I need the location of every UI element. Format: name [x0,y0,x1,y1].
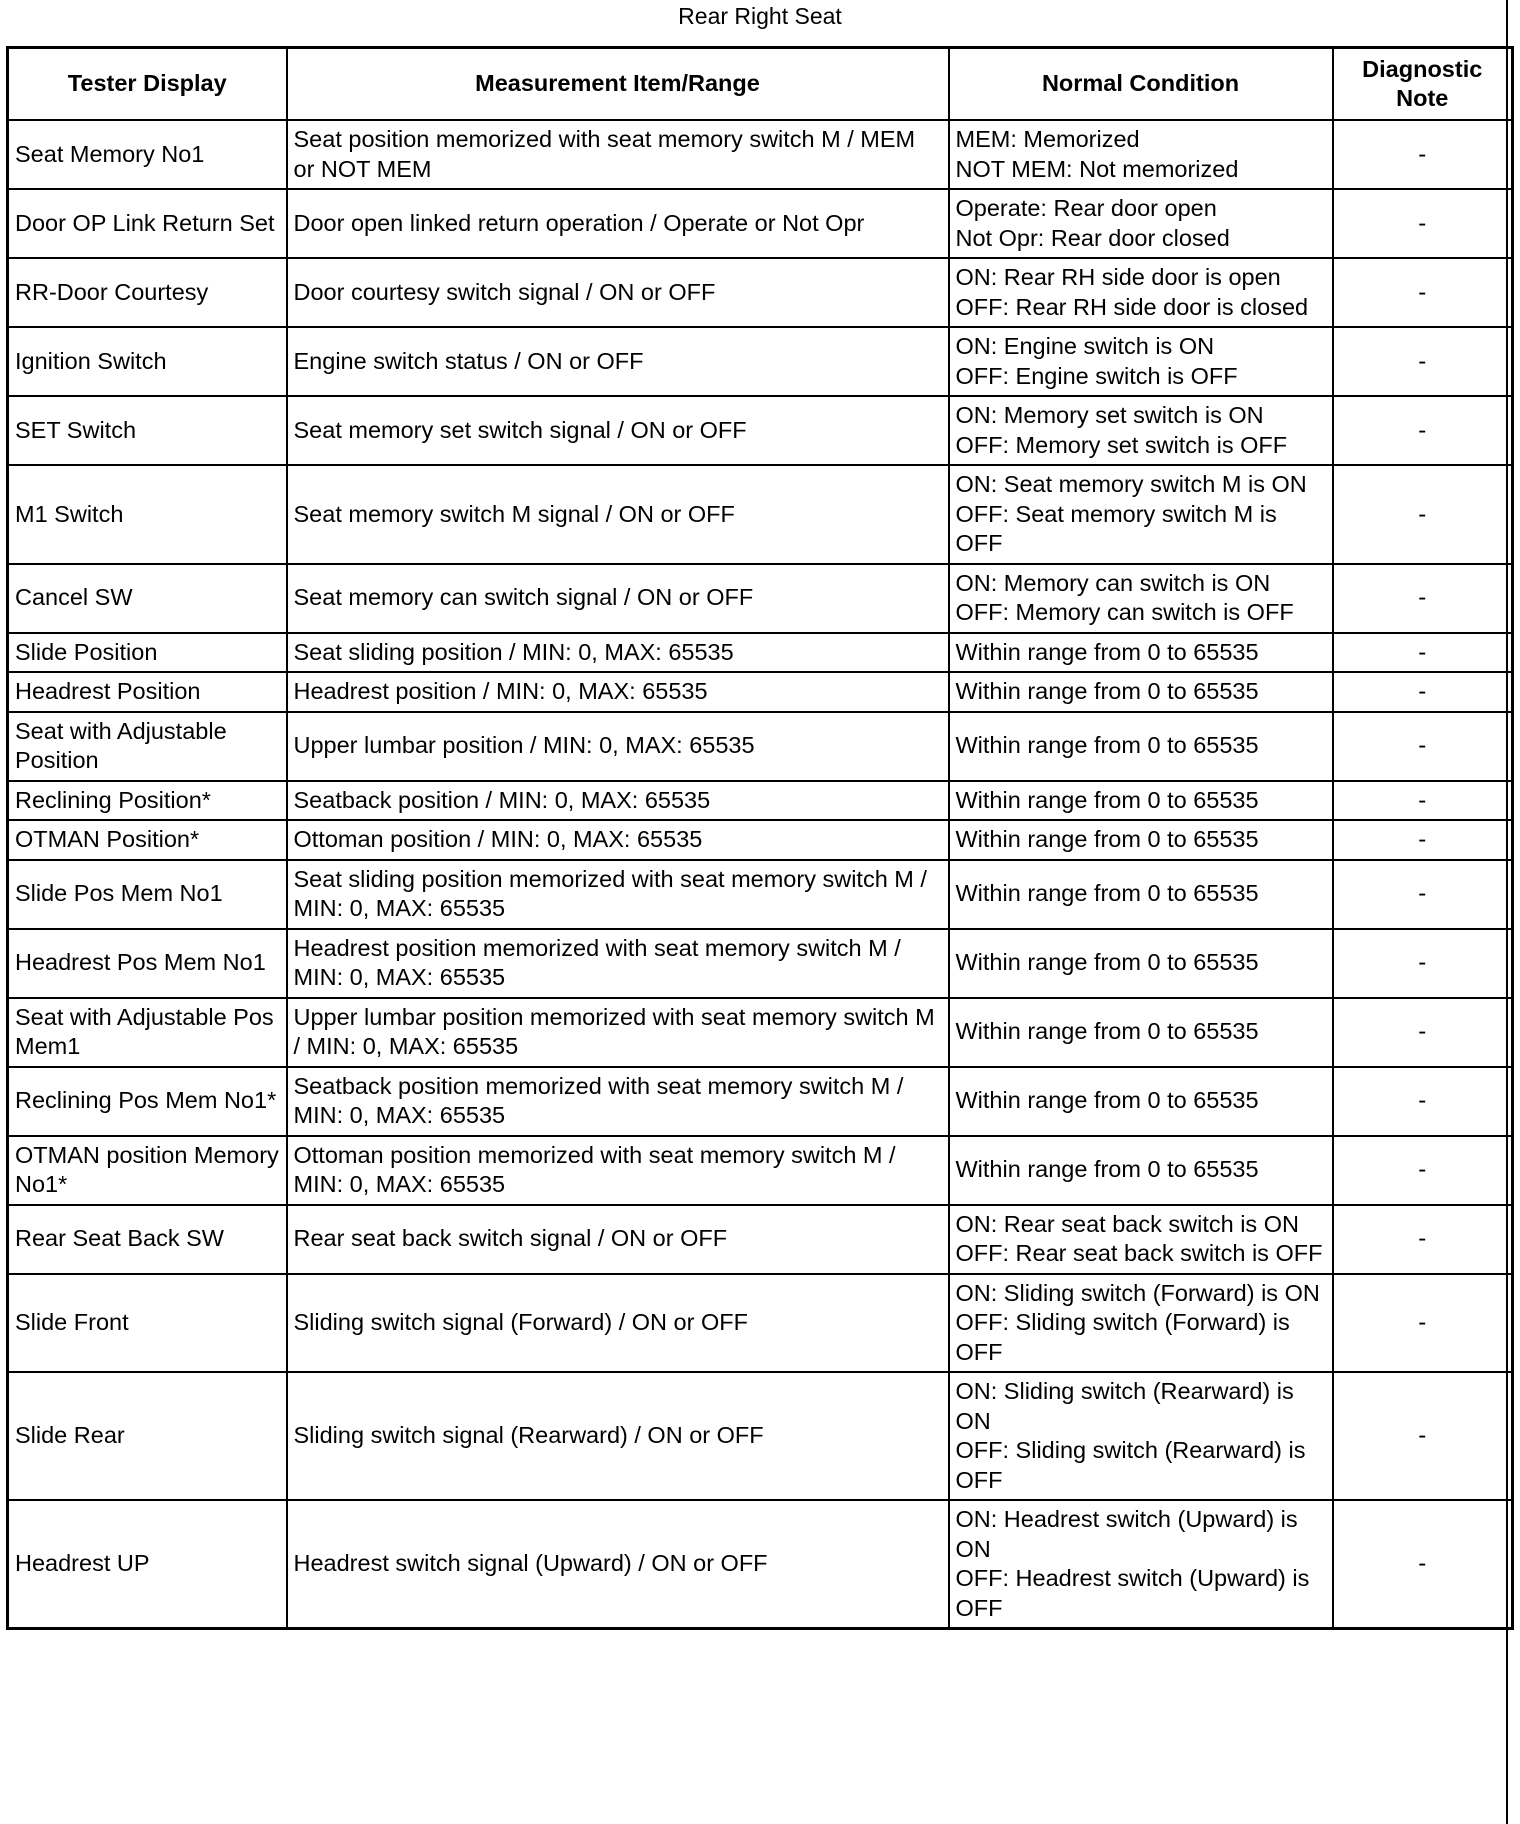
diagnostic-note-cell: - [1333,820,1513,860]
measurement-cell: Upper lumbar position memorized with seat memory switch M / MIN: 0, MAX: 65535 [287,998,949,1067]
measurement-cell: Seat sliding position memorized with seat memory switch M / MIN: 0, MAX: 65535 [287,860,949,929]
condition-line: ON: Seat memory switch M is ON [955,471,1307,497]
table-row [8,1274,1513,1373]
diagnostic-note-cell: - [1333,929,1513,998]
normal-condition-cell [949,258,1333,327]
condition-line: Within range from 0 to 65535 [955,1156,1259,1183]
tester-display-cell: Slide Pos Mem No1 [8,860,287,929]
condition-line: OFF: Rear RH side door is closed [955,293,1309,320]
tester-display-cell: RR-Door Courtesy [8,258,287,327]
condition-line: OFF: Sliding switch (Forward) is OFF [955,1309,1290,1365]
condition-line: Within range from 0 to 65535 [955,638,1259,665]
condition-line: OFF: Memory set switch is OFF [955,431,1288,458]
tester-display-cell: Headrest Pos Mem No1 [8,929,287,998]
normal-condition-cell [949,998,1333,1067]
condition-line: Within range from 0 to 65535 [955,786,1259,813]
table-row [8,189,1513,258]
measurement-cell: Seat position memorized with seat memory switch M / MEM or NOT MEM [287,120,949,189]
measurement-cell: Rear seat back switch signal / ON or OFF [287,1205,949,1274]
table-row [8,1067,1513,1136]
tester-display-cell: Slide Rear [8,1372,287,1500]
diagnostic-note-cell: - [1333,712,1513,781]
diagnostic-note-cell: - [1333,672,1513,712]
condition-line: Within range from 0 to 65535 [955,678,1259,704]
header-normal-condition: Normal Condition [949,48,1333,121]
tester-display-cell: Slide Position [8,633,287,673]
diagnostic-note-cell: - [1333,564,1513,633]
condition-line: ON: Memory can switch is ON [955,569,1271,596]
diagnostic-note-cell: - [1333,396,1513,465]
header-measurement-item: Measurement Item/Range [287,48,949,121]
condition-line: ON: Sliding switch (Rearward) is ON [955,1378,1294,1434]
condition-line: OFF: Sliding switch (Rearward) is OFF [955,1437,1306,1493]
normal-condition-cell [949,860,1333,929]
normal-condition-cell [949,120,1333,189]
normal-condition-cell [949,1274,1333,1373]
tester-display-cell: SET Switch [8,396,287,465]
diagnostic-note-cell: - [1333,1205,1513,1274]
diagnostic-note-cell: - [1333,327,1513,396]
measurement-cell: Seatback position / MIN: 0, MAX: 65535 [287,781,949,821]
tester-display-cell: Ignition Switch [8,327,287,396]
condition-line: OFF: Memory can switch is OFF [955,599,1294,625]
measurement-cell: Seat sliding position / MIN: 0, MAX: 65535 [287,633,949,673]
header-tester-display: Tester Display [8,48,287,121]
condition-line: Operate: Rear door open [955,195,1217,221]
table-row [8,120,1513,189]
diagnostic-note-cell: - [1333,781,1513,821]
tester-display-cell: Reclining Position* [8,781,287,821]
table-row [8,1372,1513,1500]
measurement-cell: Door open linked return operation / Operate or Not Opr [287,189,949,258]
diagnostic-note-cell: - [1333,465,1513,564]
table-body [8,120,1513,1629]
tester-display-cell: Headrest Position [8,672,287,712]
diagnostic-note-cell: - [1333,1372,1513,1500]
diagnostic-note-cell: - [1333,1274,1513,1373]
table-row [8,712,1513,781]
normal-condition-cell [949,1372,1333,1500]
measurement-cell: Seatback position memorized with seat memory switch M / MIN: 0, MAX: 65535 [287,1067,949,1136]
condition-line: OFF: Engine switch is OFF [955,362,1238,389]
normal-condition-cell [949,672,1333,712]
condition-line: OFF: Rear seat back switch is OFF [955,1240,1323,1266]
tester-display-cell: Seat with Adjustable Pos Mem1 [8,998,287,1067]
measurement-cell: Ottoman position / MIN: 0, MAX: 65535 [287,820,949,860]
condition-line: ON: Headrest switch (Upward) is ON [955,1506,1298,1562]
table-row [8,564,1513,633]
measurement-cell: Sliding switch signal (Rearward) / ON or OFF [287,1372,949,1500]
table-row [8,1136,1513,1205]
condition-line: ON: Memory set switch is ON [955,402,1264,428]
normal-condition-cell [949,1500,1333,1629]
tester-display-cell: Seat with Adjustable Position [8,712,287,781]
tester-display-cell: Slide Front [8,1274,287,1373]
condition-line: ON: Engine switch is ON [955,333,1215,359]
condition-line: OFF: Seat memory switch M is OFF [955,500,1277,556]
condition-line: Within range from 0 to 65535 [955,732,1259,759]
diagnostic-note-cell: - [1333,1136,1513,1205]
table-row [8,1500,1513,1629]
diagnostic-note-cell: - [1333,998,1513,1067]
normal-condition-cell [949,564,1333,633]
diagnostic-note-cell: - [1333,189,1513,258]
condition-line: ON: Rear seat back switch is ON [955,1210,1299,1237]
normal-condition-cell [949,189,1333,258]
measurement-cell: Seat memory can switch signal / ON or OFF [287,564,949,633]
condition-line: ON: Rear RH side door is open [955,264,1281,290]
normal-condition-cell [949,1136,1333,1205]
table-row [8,672,1513,712]
condition-line: Not Opr: Rear door closed [955,224,1230,251]
normal-condition-cell [949,781,1333,821]
condition-line: MEM: Memorized [955,126,1140,152]
tester-display-cell: Rear Seat Back SW [8,1205,287,1274]
condition-line: Within range from 0 to 65535 [955,826,1259,852]
tester-display-cell: Headrest UP [8,1500,287,1629]
normal-condition-cell [949,465,1333,564]
measurement-cell: Headrest position memorized with seat memory switch M / MIN: 0, MAX: 65535 [287,929,949,998]
tester-display-cell: Door OP Link Return Set [8,189,287,258]
diagnostic-note-cell: - [1333,860,1513,929]
condition-line: Within range from 0 to 65535 [955,880,1259,907]
tester-display-cell: Seat Memory No1 [8,120,287,189]
measurement-cell: Headrest position / MIN: 0, MAX: 65535 [287,672,949,712]
diagnostic-table [6,46,1514,1630]
tester-display-cell: OTMAN Position* [8,820,287,860]
condition-line: Within range from 0 to 65535 [955,1087,1259,1114]
table-row [8,820,1513,860]
page-title: Rear Right Seat [678,3,842,29]
table-row [8,998,1513,1067]
table-row [8,465,1513,564]
condition-line: Within range from 0 to 65535 [955,949,1259,976]
header-diagnostic-note: Diagnostic Note [1333,48,1513,121]
diagnostic-note-cell: - [1333,1500,1513,1629]
tester-display-cell: Cancel SW [8,564,287,633]
measurement-cell: Door courtesy switch signal / ON or OFF [287,258,949,327]
normal-condition-cell [949,929,1333,998]
table-row [8,1205,1513,1274]
table-row [8,327,1513,396]
measurement-cell: Engine switch status / ON or OFF [287,327,949,396]
tester-display-cell: OTMAN position Memory No1* [8,1136,287,1205]
condition-line: ON: Sliding switch (Forward) is ON [955,1279,1320,1306]
normal-condition-cell [949,820,1333,860]
condition-line: OFF: Headrest switch (Upward) is OFF [955,1565,1310,1621]
measurement-cell: Headrest switch signal (Upward) / ON or OFF [287,1500,949,1629]
condition-line: NOT MEM: Not memorized [955,155,1239,182]
normal-condition-cell [949,1067,1333,1136]
table-row [8,396,1513,465]
measurement-cell: Sliding switch signal (Forward) / ON or OFF [287,1274,949,1373]
normal-condition-cell [949,396,1333,465]
tester-display-cell: M1 Switch [8,465,287,564]
table-row [8,860,1513,929]
normal-condition-cell [949,712,1333,781]
condition-line: Within range from 0 to 65535 [955,1018,1259,1045]
tester-display-cell: Reclining Pos Mem No1* [8,1067,287,1136]
diagnostic-note-cell: - [1333,1067,1513,1136]
table-row [8,258,1513,327]
table-header-row [8,48,1513,121]
table-row [8,929,1513,998]
normal-condition-cell [949,327,1333,396]
measurement-cell: Upper lumbar position / MIN: 0, MAX: 65535 [287,712,949,781]
measurement-cell: Seat memory set switch signal / ON or OFF [287,396,949,465]
measurement-cell: Ottoman position memorized with seat memory switch M / MIN: 0, MAX: 65535 [287,1136,949,1205]
diagnostic-note-cell: - [1333,258,1513,327]
diagnostic-note-cell: - [1333,633,1513,673]
normal-condition-cell [949,633,1333,673]
diagnostic-note-cell: - [1333,120,1513,189]
normal-condition-cell [949,1205,1333,1274]
measurement-cell: Seat memory switch M signal / ON or OFF [287,465,949,564]
table-row [8,633,1513,673]
table-row [8,781,1513,821]
